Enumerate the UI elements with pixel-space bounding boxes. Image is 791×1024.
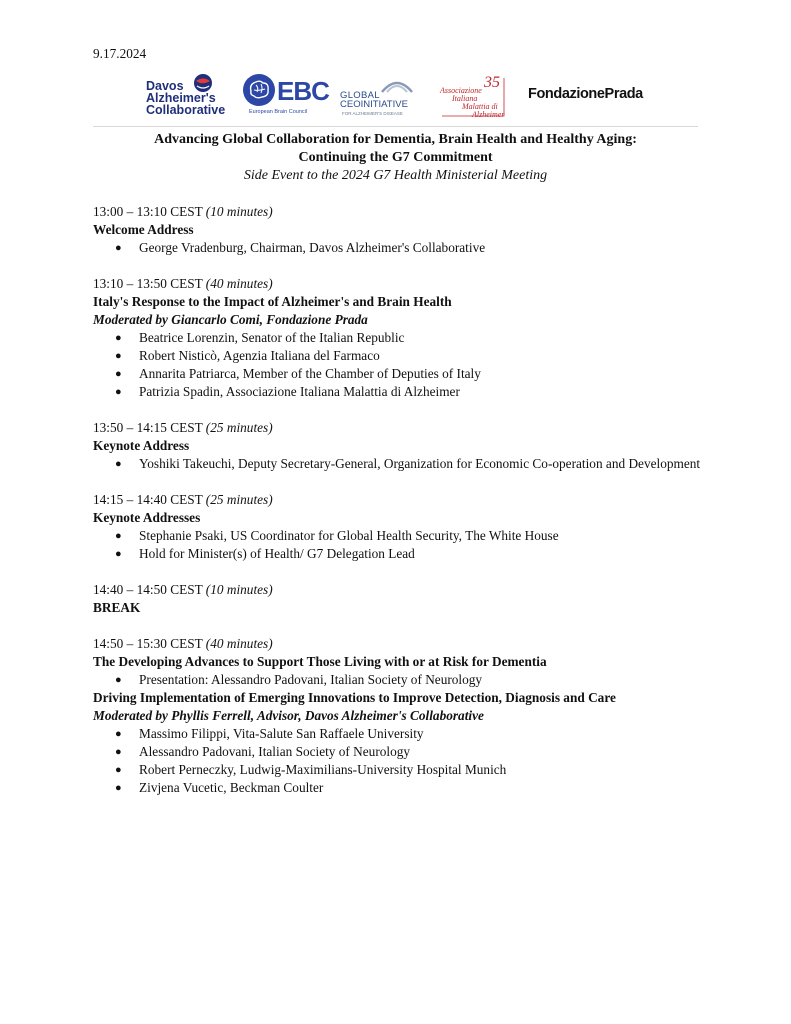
speaker-item: ● Patrizia Spadin, Associazione Italiana Malattia di Alzheimer xyxy=(115,384,460,399)
speaker-list xyxy=(93,455,703,473)
speaker-item: ● Alessandro Padovani, Italian Society of Neurology xyxy=(115,744,411,759)
ebc-caption: European Brain Council xyxy=(249,109,308,115)
bullet-icon: ● xyxy=(115,386,122,398)
speaker-item: ● Robert Nisticò, Agenzia Italiana del Farmaco xyxy=(115,348,380,363)
speaker-item: ● Massimo Filippi, Vita-Salute San Raffaele University xyxy=(115,726,424,741)
fondazione-prada-logo: FondazionePrada xyxy=(528,86,643,102)
agenda-session xyxy=(93,419,703,473)
agenda-session xyxy=(93,203,703,257)
speaker-item: ● George Vradenburg, Chairman, Davos Alzheimer's Collaborative xyxy=(115,240,486,255)
session-moderator: Moderated by Phyllis Ferrell, Advisor, Davos Alzheimer's Collaborative xyxy=(93,708,484,723)
agenda xyxy=(93,203,703,815)
session-heading: The Developing Advances to Support Those Living with or at Risk for Dementia xyxy=(93,654,547,669)
speaker-item: ● Stephanie Psaki, US Coordinator for Global Health Security, The White House xyxy=(115,528,559,543)
bullet-icon: ● xyxy=(115,350,122,362)
bullet-icon: ● xyxy=(115,332,122,344)
session-heading: BREAK xyxy=(93,600,141,615)
speaker-list xyxy=(93,527,703,563)
session-time: 13:50 – 14:15 CEST (25 minutes) xyxy=(93,420,273,435)
document-date: 9.17.2024 xyxy=(93,46,147,61)
gceo-tagline: FOR ALZHEIMER'S DISEASE xyxy=(342,111,403,116)
arc-icon xyxy=(380,78,414,94)
event-subtitle: Side Event to the 2024 G7 Health Ministerial Meeting xyxy=(243,168,548,183)
aima-word4: Alzheimer xyxy=(472,110,505,119)
speaker-item: ● Yoshiki Takeuchi, Deputy Secretary-General, Organization for Economic Co-operation and Development xyxy=(115,456,701,471)
agenda-session xyxy=(93,635,703,797)
aima-word3: Malattia di xyxy=(462,102,498,111)
aima-anniversary: 35 xyxy=(484,74,500,91)
aima-word2: Italiana xyxy=(452,94,478,103)
event-title-line1: Advancing Global Collaboration for Dementia, Brain Health and Healthy Aging: xyxy=(154,132,637,147)
speaker-list xyxy=(93,671,703,689)
session-duration: (10 minutes) xyxy=(205,582,273,597)
session-time: 14:40 – 14:50 CEST (10 minutes) xyxy=(93,582,273,597)
speaker-item: ● Robert Perneczky, Ludwig-Maximilians-University Hospital Munich xyxy=(115,762,507,777)
header-divider xyxy=(93,126,698,127)
davos-logo-line2: Alzheimer's xyxy=(146,91,216,105)
speaker-list xyxy=(93,329,703,401)
aima-word1: Associazione xyxy=(440,86,482,95)
session-duration: (10 minutes) xyxy=(205,204,273,219)
session-subheading: Driving Implementation of Emerging Innovations to Improve Detection, Diagnosis and Care xyxy=(93,690,616,705)
bullet-icon: ● xyxy=(115,728,122,740)
gceo-line1: GLOBAL xyxy=(340,90,380,101)
bullet-icon: ● xyxy=(115,530,122,542)
gceo-line2: CEOINITIATIVE xyxy=(340,99,408,110)
european-brain-council-logo xyxy=(243,74,329,118)
session-time: 14:50 – 15:30 CEST (40 minutes) xyxy=(93,636,273,651)
session-moderator: Moderated by Giancarlo Comi, Fondazione Prada xyxy=(93,312,368,327)
speaker-item: ● Zivjena Vucetic, Beckman Coulter xyxy=(115,780,324,795)
bullet-icon: ● xyxy=(115,548,122,560)
speaker-list xyxy=(93,725,703,797)
speaker-item: ● Annarita Patriarca, Member of the Chamber of Deputies of Italy xyxy=(115,366,481,381)
agenda-session xyxy=(93,581,703,617)
bullet-icon: ● xyxy=(115,764,122,776)
global-ceo-initiative-logo xyxy=(340,78,418,118)
sponsor-logos xyxy=(0,70,791,122)
event-title-line2: Continuing the G7 Commitment xyxy=(298,150,493,165)
davos-alzheimers-collaborative-logo xyxy=(146,74,236,118)
davos-logo-line1: Davos xyxy=(146,79,184,93)
session-heading: Keynote Addresses xyxy=(93,510,201,525)
bullet-icon: ● xyxy=(115,458,122,470)
agenda-session xyxy=(93,491,703,563)
session-time: 14:15 – 14:40 CEST (25 minutes) xyxy=(93,492,273,507)
bullet-icon: ● xyxy=(115,782,122,794)
speaker-list xyxy=(93,239,703,257)
speaker-item: ● Hold for Minister(s) of Health/ G7 Delegation Lead xyxy=(115,546,415,561)
aima-logo xyxy=(440,74,510,118)
ebc-wordmark: EBC xyxy=(277,76,329,106)
davos-logo-line3: Collaborative xyxy=(146,103,226,117)
bullet-icon: ● xyxy=(115,242,122,254)
event-title xyxy=(93,131,698,167)
session-heading: Italy's Response to the Impact of Alzheimer's and Brain Health xyxy=(93,294,452,309)
bullet-icon: ● xyxy=(115,368,122,380)
session-duration: (25 minutes) xyxy=(205,492,273,507)
session-time: 13:10 – 13:50 CEST (40 minutes) xyxy=(93,276,273,291)
bullet-icon: ● xyxy=(115,746,122,758)
agenda-session xyxy=(93,275,703,401)
speaker-item: ● Beatrice Lorenzin, Senator of the Italian Republic xyxy=(115,330,405,345)
session-duration: (25 minutes) xyxy=(205,420,273,435)
brain-icon xyxy=(243,74,275,106)
session-time: 13:00 – 13:10 CEST (10 minutes) xyxy=(93,204,273,219)
session-duration: (40 minutes) xyxy=(205,636,273,651)
speaker-item: ● Presentation: Alessandro Padovani, Italian Society of Neurology xyxy=(115,672,483,687)
session-heading: Keynote Address xyxy=(93,438,190,453)
session-heading: Welcome Address xyxy=(93,222,194,237)
bullet-icon: ● xyxy=(115,674,122,686)
session-duration: (40 minutes) xyxy=(205,276,273,291)
